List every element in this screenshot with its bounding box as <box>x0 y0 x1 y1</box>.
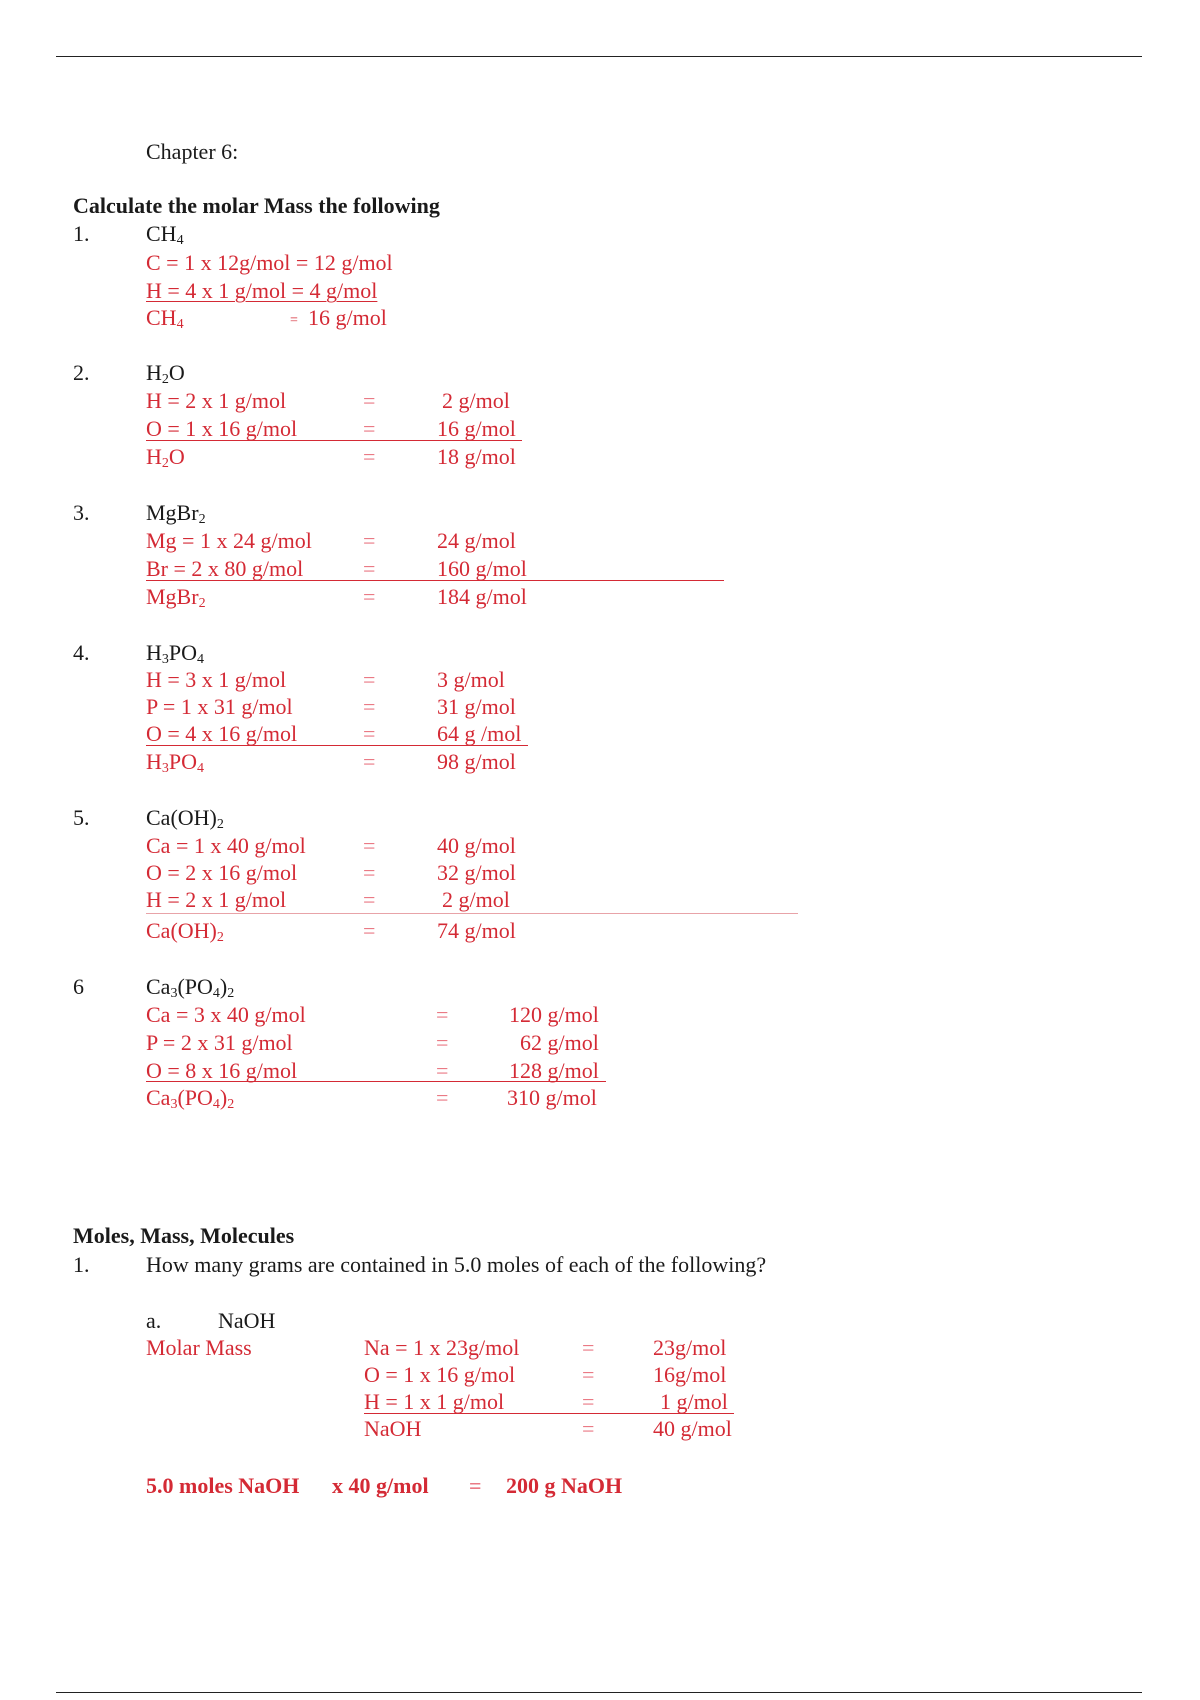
top-rule <box>56 56 1142 57</box>
q4-row-2-value: 31 g/mol <box>437 694 516 719</box>
q4-row-2-left: P = 1 x 31 g/mol <box>146 694 293 719</box>
q5-row-2-eq: = <box>363 860 376 885</box>
s2-a-result-grams: 200 g NaOH <box>506 1473 623 1498</box>
q5-sum-line <box>146 913 798 914</box>
q4-total-value: 98 g/mol <box>437 749 516 774</box>
q6-row-2-value: 62 g/mol <box>520 1030 599 1055</box>
q5-total-value: 74 g/mol <box>437 918 516 943</box>
q4-total-eq: = <box>363 749 376 774</box>
q6-total-value: 310 g/mol <box>507 1085 597 1110</box>
q3-sum-line <box>146 580 724 581</box>
s2-a-row-1-eq: = <box>582 1335 595 1360</box>
q5-row-3-left: H = 2 x 1 g/mol <box>146 887 287 912</box>
q5-row-1-left: Ca = 1 x 40 g/mol <box>146 833 306 858</box>
s2-a-compound: NaOH <box>218 1308 276 1333</box>
q3-row-2-value: 160 g/mol <box>437 556 527 581</box>
q1-total-eq: = <box>290 313 298 328</box>
q2-row-1-eq: = <box>363 388 376 413</box>
q5-row-2-left: O = 2 x 16 g/mol <box>146 860 298 885</box>
s2-a-row-2-value: 16g/mol <box>653 1362 727 1387</box>
q3-row-1-left: Mg = 1 x 24 g/mol <box>146 528 312 553</box>
q2-row-1-value: 2 g/mol <box>442 388 510 413</box>
q6-row-1-value: 120 g/mol <box>509 1002 599 1027</box>
q4-number: 4. <box>73 640 90 665</box>
q1-line-hydrogen: H = 4 x 1 g/mol = 4 g/mol <box>146 278 378 303</box>
q2-formula: $H_2O$ <box>146 360 185 387</box>
s2-a-row-3-value: 1 g/mol <box>660 1389 728 1414</box>
s2-a-total-eq: = <box>582 1416 595 1441</box>
q2-total-name: $H_2O$ <box>146 444 185 471</box>
q2-row-2-value: 16 g/mol <box>437 416 516 441</box>
q6-total-eq: = <box>436 1085 449 1110</box>
q5-total-name: $Ca(OH)_2$ <box>146 918 224 945</box>
s2-a-row-1-value: 23g/mol <box>653 1335 727 1360</box>
q6-formula: $Ca_3(PO_4)_2$ <box>146 974 235 1001</box>
q4-formula: $H_3PO_4$ <box>146 640 205 667</box>
q2-total-eq: = <box>363 444 376 469</box>
q2-row-1-left: H = 2 x 1 g/mol <box>146 388 287 413</box>
s2-a-total-name: NaOH <box>364 1416 422 1441</box>
q3-row-2-left: Br = 2 x 80 g/mol <box>146 556 304 581</box>
s2-a-row-1-left: Na = 1 x 23g/mol <box>364 1335 520 1360</box>
q5-row-3-eq: = <box>363 887 376 912</box>
q6-row-1-left: Ca = 3 x 40 g/mol <box>146 1002 306 1027</box>
q6-total-name: $Ca_3(PO_4)_2$ <box>146 1085 235 1112</box>
q5-number: 5. <box>73 805 90 830</box>
s2-a-letter: a. <box>146 1308 162 1333</box>
q4-row-2-eq: = <box>363 694 376 719</box>
s2-q1-text: How many grams are contained in 5.0 moles of each of the following? <box>146 1252 767 1277</box>
q3-formula: MgBr$_2$ <box>146 500 206 527</box>
q6-row-1-eq: = <box>436 1002 449 1027</box>
q2-row-2-left: O = 1 x 16 g/mol <box>146 416 298 441</box>
q3-row-1-eq: = <box>363 528 376 553</box>
q4-row-1-left: H = 3 x 1 g/mol <box>146 667 287 692</box>
s2-a-result-moles: 5.0 moles NaOH <box>146 1473 300 1498</box>
q2-number: 2. <box>73 360 90 385</box>
chapter-label: Chapter 6: <box>146 139 239 164</box>
q1-total-name: $CH_4$ <box>146 305 184 332</box>
s2-a-result-factor: x 40 g/mol <box>332 1473 429 1498</box>
q3-number: 3. <box>73 500 90 525</box>
s2-q1-number: 1. <box>73 1252 90 1277</box>
section2-heading: Moles, Mass, Molecules <box>73 1223 295 1248</box>
q1-formula: $CH_4$ <box>146 221 184 248</box>
q2-row-2-eq: = <box>363 416 376 441</box>
s2-a-total-value: 40 g/mol <box>653 1416 732 1441</box>
q6-row-2-left: P = 2 x 31 g/mol <box>146 1030 293 1055</box>
q3-row-2-eq: = <box>363 556 376 581</box>
s2-a-molar-label: Molar Mass <box>146 1335 252 1360</box>
s2-a-row-2-left: O = 1 x 16 g/mol <box>364 1362 516 1387</box>
q4-row-3-value: 64 g /mol <box>437 721 522 746</box>
s2-a-row-2-eq: = <box>582 1362 595 1387</box>
q6-row-3-eq: = <box>436 1058 449 1083</box>
q1-number: 1. <box>73 221 90 246</box>
q5-total-eq: = <box>363 918 376 943</box>
q5-row-2-value: 32 g/mol <box>437 860 516 885</box>
q4-row-3-left: O = 4 x 16 g/mol <box>146 721 298 746</box>
q3-row-1-value: 24 g/mol <box>437 528 516 553</box>
s2-a-row-3-eq: = <box>582 1389 595 1414</box>
q3-total-eq: = <box>363 584 376 609</box>
q1-total-value: 16 g/mol <box>308 305 387 330</box>
s2-a-row-3-left: H = 1 x 1 g/mol <box>364 1389 505 1414</box>
q6-row-3-value: 128 g/mol <box>509 1058 599 1083</box>
q5-row-1-eq: = <box>363 833 376 858</box>
q4-total-name: $H_3PO_4$ <box>146 749 205 776</box>
q6-row-2-eq: = <box>436 1030 449 1055</box>
q4-row-1-value: 3 g/mol <box>437 667 505 692</box>
q6-number: 6 <box>73 974 84 999</box>
bottom-rule <box>56 1692 1142 1693</box>
s2-a-sum-line <box>364 1413 734 1414</box>
q5-row-3-value: 2 g/mol <box>442 887 510 912</box>
q6-row-3-left: O = 8 x 16 g/mol <box>146 1058 298 1083</box>
q3-total-value: 184 g/mol <box>437 584 527 609</box>
q3-total-name: MgBr$_2$ <box>146 584 206 611</box>
q2-total-value: 18 g/mol <box>437 444 516 469</box>
q2-sum-line <box>146 440 522 441</box>
q4-row-1-eq: = <box>363 667 376 692</box>
q5-row-1-value: 40 g/mol <box>437 833 516 858</box>
s2-a-result-eq: = <box>469 1473 482 1498</box>
q5-formula: $Ca(OH)_2$ <box>146 805 224 832</box>
q4-row-3-eq: = <box>363 721 376 746</box>
q6-sum-line <box>146 1081 606 1082</box>
q4-sum-line <box>146 745 528 746</box>
q1-line-carbon: C = 1 x 12g/mol = 12 g/mol <box>146 250 393 275</box>
section1-heading: Calculate the molar Mass the following <box>73 193 440 218</box>
